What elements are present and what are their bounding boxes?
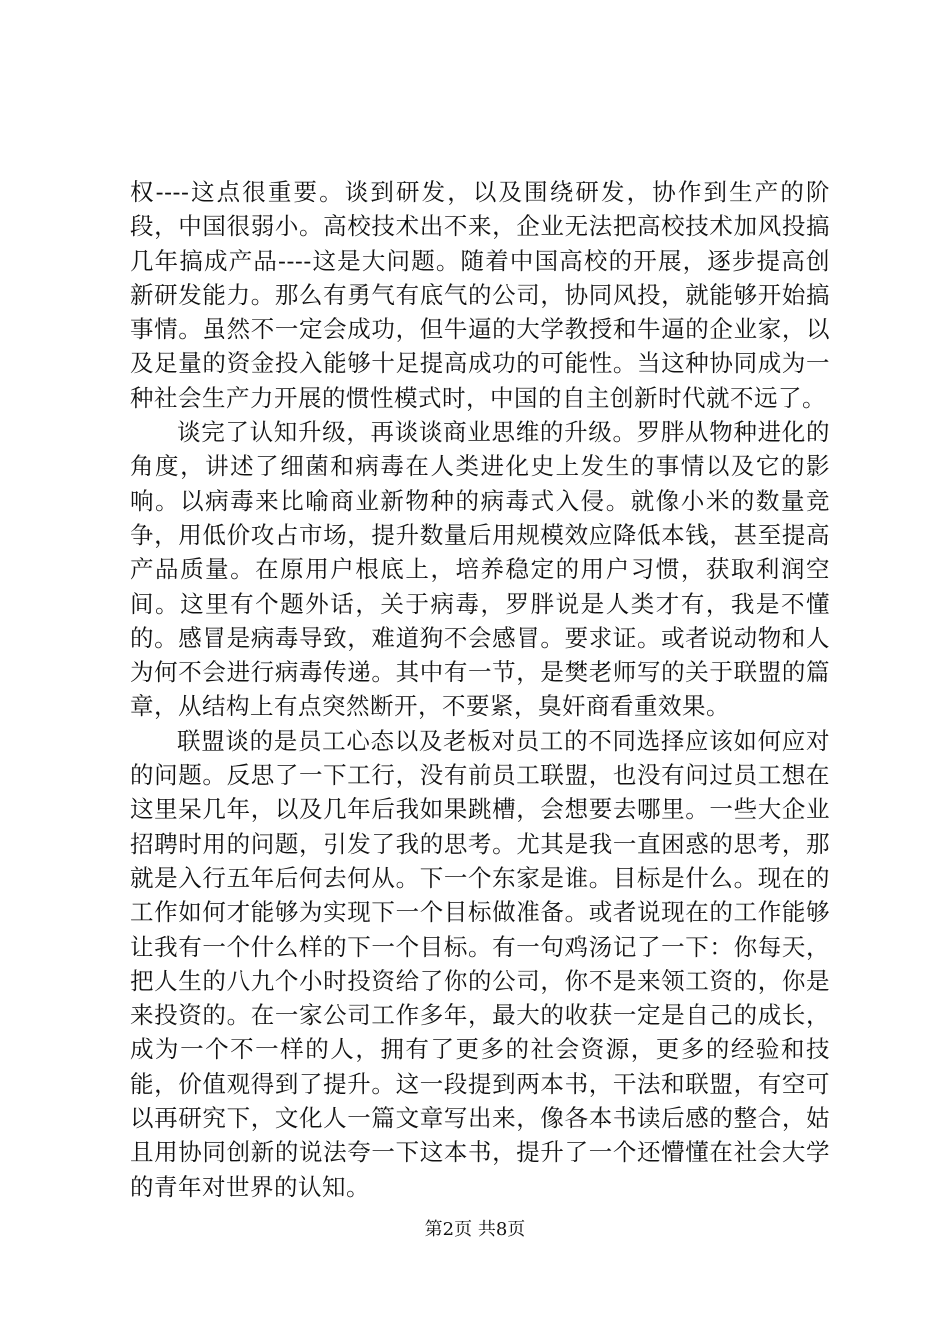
paragraph-alliance: 联盟谈的是员工心态以及老板对员工的不同选择应该如何应对的问题。反思了一下工行，没有前员工联盟，也没有问过员工想在这里呆几年，以及几年后我如果跳槽，会想要去哪里。一些大企业招聘时用的问题，引发了我的思考。尤其是我一直困惑的思考，那就是入行五年后何去何从。下一个东家是谁。目标是什么。现在的工作如何才能够为实现下一个目标做准备。或者说现在的工作能够让我有一个什么样的下一个目标。有一句鸡汤记了一下：你每天，把人生的八九个小时投资给了你的公司，你不是来领工资的，你是来投资的。在一家公司工作多年，最大的收获一定是自己的成长，成为一个不一样的人，拥有了更多的社会资源，更多的经验和技能，价值观得到了提升。这一段提到两本书，干法和联盟，有空可以再研究下，文化人一篇文章写出来，像各本书读后感的整合，姑且用协同创新的说法夸一下这本书，提升了一个还懵懂在社会大学的青年对世界的认知。: [130, 726, 830, 1201]
document-body: [130, 175, 830, 1204]
paragraph-continuation: 权----这点很重要。谈到研发，以及围绕研发，协作到生产的阶段，中国很弱小。高校技术出不来，企业无法把高校技术加风投搞几年搞成产品----这是大问题。随着中国高校的开展，逐步提高创新研发能力。那么有勇气有底气的公司，协同风投，就能够开始搞事情。虽然不一定会成功，但牛逼的大学教授和牛逼的企业家，以及足量的资金投入能够十足提高成功的可能性。当这种协同成为一种社会生产力开展的惯性模式时，中国的自主创新时代就不远了。: [130, 178, 830, 412]
page-number-footer: 第2页 共8页: [424, 1219, 526, 1240]
paragraph-business-thinking: 谈完了认知升级，再谈谈商业思维的升级。罗胖从物种进化的角度，讲述了细菌和病毒在人类进化史上发生的事情以及它的影响。以病毒来比喻商业新物种的病毒式入侵。就像小米的数量竞争，用低价攻占市场，提升数量后用规模效应降低本钱，甚至提高产品质量。在原用户根底上，培养稳定的用户习惯，获取利润空间。这里有个题外话，关于病毒，罗胖说是人类才有，我是不懂的。感冒是病毒导致，难道狗不会感冒。要求证。或者说动物和人为何不会进行病毒传递。其中有一节，是樊老师写的关于联盟的篇章，从结构上有点突然断开，不要紧，臭奸商看重效果。: [130, 418, 830, 721]
